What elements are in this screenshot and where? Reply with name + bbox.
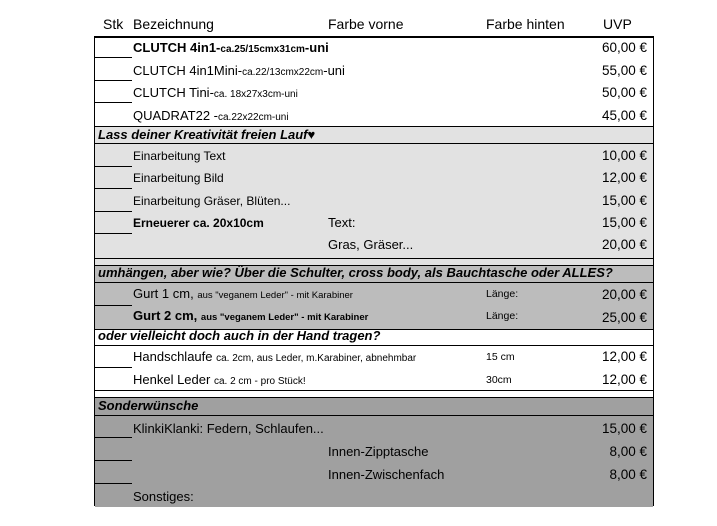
handle-detail: ca. 2 cm - pro Stück! <box>213 376 306 387</box>
strap-detail: aus "veganem Leder" - mit Karabiner <box>200 312 369 323</box>
order-form <box>94 36 654 506</box>
option-price: 15,00 € <box>601 215 647 230</box>
qty-field[interactable] <box>95 233 132 234</box>
rule <box>95 415 653 416</box>
handle-name: Henkel Leder <box>133 372 211 387</box>
qty-field[interactable] <box>95 102 132 103</box>
qty-field[interactable] <box>95 305 132 306</box>
col-header-farbe-vorne: Farbe vorne <box>328 16 404 32</box>
product-row <box>133 85 298 103</box>
section-title-hand: oder vielleicht doch auch in der Hand tragen? <box>98 328 381 343</box>
product-price: 55,00 € <box>601 63 647 78</box>
section-title-umhaengen: umhängen, aber wie? Über die Schulter, cross body, als Bauchtasche oder ALLES? <box>98 265 613 280</box>
option-price: 10,00 € <box>601 148 647 163</box>
product-row <box>133 63 345 81</box>
product-row <box>133 108 289 126</box>
product-size: ca. 18x27x3cm-uni <box>213 89 298 100</box>
strap-price: 25,00 € <box>601 310 647 325</box>
handle-detail: ca. 2cm, aus Leder, m.Karabiner, abnehmbar <box>216 353 417 364</box>
extra-variant: Innen-Zipptasche <box>328 444 429 459</box>
option-name: Einarbeitung Gräser, Blüten... <box>133 194 291 208</box>
handle-length: 15 cm <box>486 351 515 363</box>
product-price: 45,00 € <box>601 108 647 123</box>
option-variant: Gras, Gräser... <box>328 237 414 252</box>
col-header-farbe-hinten: Farbe hinten <box>486 16 565 32</box>
qty-field[interactable] <box>95 211 132 212</box>
rule <box>95 282 653 283</box>
section-title-sonder: Sonderwünsche <box>98 398 199 413</box>
strap-name: Gurt 1 cm, <box>133 286 194 301</box>
product-price: 60,00 € <box>601 40 647 55</box>
qty-field[interactable] <box>95 367 132 368</box>
product-size: ca.25/15cmx31cm <box>220 44 305 55</box>
qty-field[interactable] <box>95 460 132 461</box>
strap-row <box>133 308 368 326</box>
option-price: 12,00 € <box>601 170 647 185</box>
option-name: Einarbeitung Bild <box>133 171 224 185</box>
product-row <box>133 40 329 58</box>
strap-name: Gurt 2 cm, <box>133 308 198 323</box>
strap-row <box>133 286 353 304</box>
qty-field[interactable] <box>95 57 132 58</box>
product-name: CLUTCH 4in1Mini- <box>133 63 243 78</box>
strap-length-label: Länge: <box>486 310 519 322</box>
qty-field[interactable] <box>95 188 132 189</box>
handle-price: 12,00 € <box>601 372 647 387</box>
qty-field[interactable] <box>95 80 132 81</box>
option-price: 15,00 € <box>601 193 647 208</box>
col-header-bezeichnung: Bezeichnung <box>133 16 214 32</box>
col-header-uvp: UVP <box>603 16 632 32</box>
product-name: CLUTCH Tini- <box>133 85 214 100</box>
handle-price: 12,00 € <box>601 349 647 364</box>
handle-name: Handschlaufe <box>133 349 213 364</box>
extra-price: 8,00 € <box>609 444 647 459</box>
qty-field[interactable] <box>95 483 132 484</box>
qty-field[interactable] <box>95 166 132 167</box>
product-price: 50,00 € <box>601 85 647 100</box>
handle-row <box>133 349 416 367</box>
product-size: ca.22/13cmx22cm <box>242 67 324 78</box>
rule <box>95 345 653 346</box>
rule <box>95 390 653 391</box>
option-name: Einarbeitung Text <box>133 149 226 163</box>
extra-variant: Innen-Zwischenfach <box>328 467 445 482</box>
strap-length-label: Länge: <box>486 288 519 300</box>
product-suffix: -uni <box>323 63 345 78</box>
product-name: CLUTCH 4in1- <box>133 40 221 55</box>
extra-price: 15,00 € <box>601 421 647 436</box>
extra-other-label: Sonstiges: <box>133 489 194 504</box>
product-name: QUADRAT22 - <box>133 108 218 123</box>
extra-price: 8,00 € <box>609 467 647 482</box>
col-header-stk: Stk <box>103 16 124 32</box>
section-title-kreativ: Lass deiner Kreativität freien Lauf♥ <box>98 127 316 142</box>
handle-length: 30cm <box>486 374 512 386</box>
rule <box>95 143 653 144</box>
product-suffix: -uni <box>304 40 329 55</box>
rule <box>95 258 653 259</box>
product-size: ca.22x22cm-uni <box>218 112 289 123</box>
strap-price: 20,00 € <box>601 287 647 302</box>
option-name: Erneuerer ca. 20x10cm <box>133 216 264 230</box>
strap-detail: aus "veganem Leder" - mit Karabiner <box>197 290 353 301</box>
extra-name: KlinkiKlanki: Federn, Schlaufen... <box>133 421 324 436</box>
handle-row <box>133 372 306 390</box>
qty-field[interactable] <box>95 437 132 438</box>
option-variant: Text: <box>328 215 356 230</box>
option-price: 20,00 € <box>601 237 647 252</box>
rule <box>95 37 653 38</box>
